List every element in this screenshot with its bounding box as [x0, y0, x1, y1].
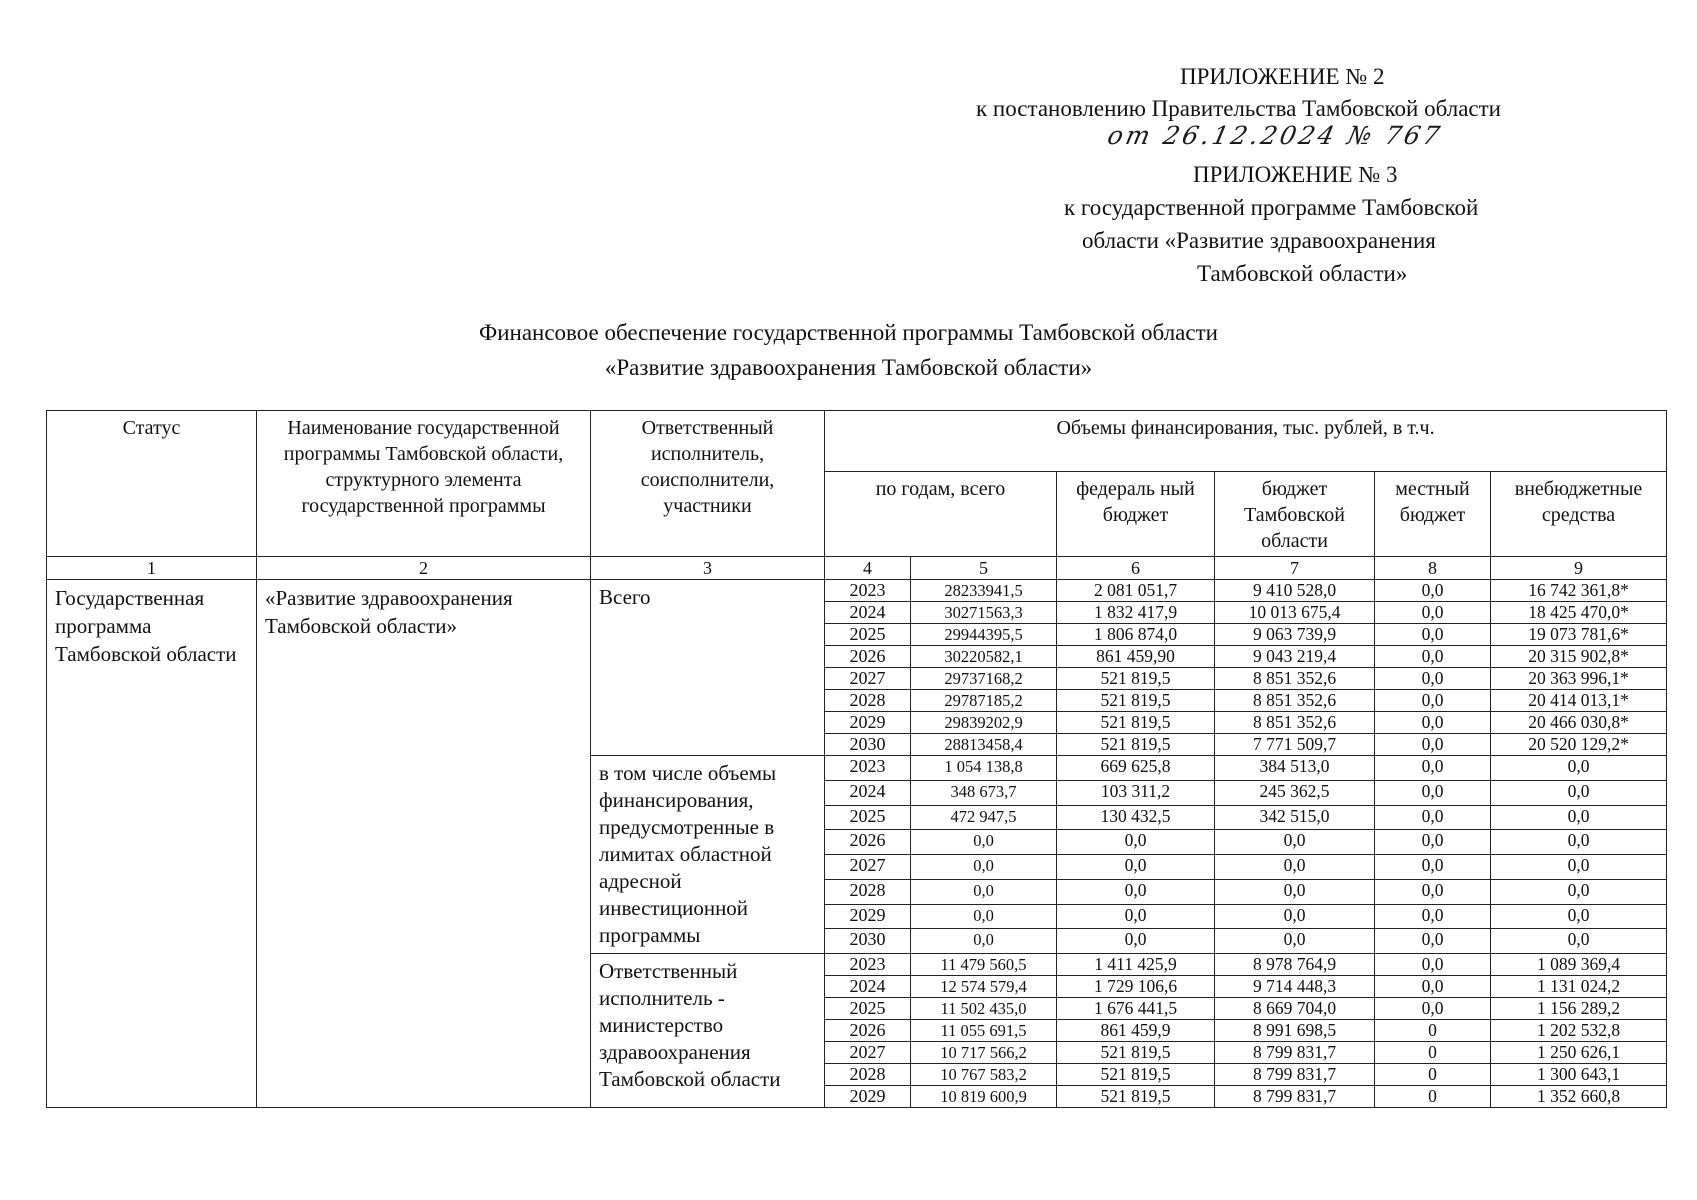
year-cell: 2023	[825, 756, 911, 781]
total-cell: 10 767 583,2	[911, 1064, 1057, 1086]
extra-budget-cell: 0,0	[1491, 830, 1667, 855]
column-numbers-row	[47, 557, 1667, 580]
federal-cell: 521 819,5	[1057, 1064, 1215, 1086]
extra-budget-cell: 20 315 902,8*	[1491, 646, 1667, 668]
extra-budget-cell: 1 300 643,1	[1491, 1064, 1667, 1086]
local-cell: 0,0	[1375, 855, 1491, 880]
regional-cell: 8 991 698,5	[1215, 1020, 1375, 1042]
federal-cell: 103 311,2	[1057, 780, 1215, 805]
document-title-line-1: Финансовое обеспечение государственной программы Тамбовской области	[479, 320, 1218, 345]
local-cell: 0,0	[1375, 712, 1491, 734]
local-cell: 0	[1375, 1020, 1491, 1042]
federal-cell: 521 819,5	[1057, 690, 1215, 712]
column-number: 3	[591, 557, 825, 580]
regional-cell: 9 410 528,0	[1215, 580, 1375, 602]
local-cell: 0,0	[1375, 879, 1491, 904]
extra-budget-cell: 1 131 024,2	[1491, 976, 1667, 998]
executor-group-label: Всего	[591, 580, 825, 756]
column-number: 1	[47, 557, 257, 580]
extra-budget-cell: 0,0	[1491, 879, 1667, 904]
year-cell: 2024	[825, 976, 911, 998]
regional-cell: 8 851 352,6	[1215, 690, 1375, 712]
extra-budget-cell: 18 425 470,0*	[1491, 602, 1667, 624]
year-cell: 2028	[825, 879, 911, 904]
regional-cell: 7 771 509,7	[1215, 734, 1375, 756]
header-executor: Ответственный исполнитель, соисполнители, участники	[591, 411, 825, 557]
total-cell: 30220582,1	[911, 646, 1057, 668]
extra-budget-cell: 1 202 532,8	[1491, 1020, 1667, 1042]
column-number: 4	[825, 557, 911, 580]
year-cell: 2028	[825, 1064, 911, 1086]
total-cell: 348 673,7	[911, 780, 1057, 805]
regional-cell: 342 515,0	[1215, 805, 1375, 830]
total-cell: 28233941,5	[911, 580, 1057, 602]
status-cell: Государственная программа Тамбовской области	[47, 580, 257, 1108]
column-number: 5	[911, 557, 1057, 580]
extra-budget-cell: 20 414 013,1*	[1491, 690, 1667, 712]
appendix-2-title: ПРИЛОЖЕНИЕ № 2	[1180, 64, 1385, 89]
appendix-2-reference: к постановлению Правительства Тамбовской области	[976, 96, 1501, 121]
total-cell: 29944395,5	[911, 624, 1057, 646]
federal-cell: 2 081 051,7	[1057, 580, 1215, 602]
extra-budget-cell: 19 073 781,6*	[1491, 624, 1667, 646]
federal-cell: 0,0	[1057, 929, 1215, 954]
extra-budget-cell: 0,0	[1491, 929, 1667, 954]
total-cell: 0,0	[911, 904, 1057, 929]
total-cell: 0,0	[911, 879, 1057, 904]
local-cell: 0,0	[1375, 734, 1491, 756]
extra-budget-cell: 16 742 361,8*	[1491, 580, 1667, 602]
local-cell: 0,0	[1375, 954, 1491, 976]
total-cell: 10 717 566,2	[911, 1042, 1057, 1064]
regional-cell: 8 799 831,7	[1215, 1042, 1375, 1064]
year-cell: 2026	[825, 646, 911, 668]
financing-table	[46, 410, 1667, 1108]
year-cell: 2025	[825, 998, 911, 1020]
local-cell: 0	[1375, 1064, 1491, 1086]
regional-cell: 8 851 352,6	[1215, 668, 1375, 690]
regional-cell: 0,0	[1215, 904, 1375, 929]
header-status: Статус	[47, 411, 257, 557]
appendix-3-line-2: к государственной программе Тамбовской	[1064, 195, 1479, 220]
year-cell: 2024	[825, 780, 911, 805]
appendix-3-line-4: Тамбовской области»	[1197, 261, 1408, 286]
local-cell: 0,0	[1375, 780, 1491, 805]
header-federal-budget: федераль ный бюджет	[1057, 472, 1215, 557]
total-cell: 11 055 691,5	[911, 1020, 1057, 1042]
local-cell: 0,0	[1375, 624, 1491, 646]
total-cell: 29737168,2	[911, 668, 1057, 690]
federal-cell: 669 625,8	[1057, 756, 1215, 781]
regional-cell: 10 013 675,4	[1215, 602, 1375, 624]
document-title-line-2: «Развитие здравоохранения Тамбовской области»	[604, 355, 1093, 380]
federal-cell: 1 729 106,6	[1057, 976, 1215, 998]
federal-cell: 1 806 874,0	[1057, 624, 1215, 646]
extra-budget-cell: 0,0	[1491, 805, 1667, 830]
local-cell: 0,0	[1375, 976, 1491, 998]
total-cell: 0,0	[911, 830, 1057, 855]
extra-budget-cell: 20 466 030,8*	[1491, 712, 1667, 734]
year-cell: 2023	[825, 580, 911, 602]
financing-table-body	[47, 580, 1667, 1108]
local-cell: 0,0	[1375, 602, 1491, 624]
total-cell: 28813458,4	[911, 734, 1057, 756]
federal-cell: 521 819,5	[1057, 1086, 1215, 1108]
federal-cell: 0,0	[1057, 879, 1215, 904]
year-cell: 2028	[825, 690, 911, 712]
header-local-budget: местный бюджет	[1375, 472, 1491, 557]
regional-cell: 9 043 219,4	[1215, 646, 1375, 668]
year-cell: 2025	[825, 805, 911, 830]
extra-budget-cell: 0,0	[1491, 855, 1667, 880]
year-cell: 2023	[825, 954, 911, 976]
extra-budget-cell: 1 156 289,2	[1491, 998, 1667, 1020]
regional-cell: 8 978 764,9	[1215, 954, 1375, 976]
regional-cell: 384 513,0	[1215, 756, 1375, 781]
total-cell: 10 819 600,9	[911, 1086, 1057, 1108]
year-cell: 2024	[825, 602, 911, 624]
executor-group-label: в том числе объемы финансирования, предусмотренные в лимитах областной адресной инвестиционной программы	[591, 756, 825, 954]
regional-cell: 8 669 704,0	[1215, 998, 1375, 1020]
federal-cell: 521 819,5	[1057, 668, 1215, 690]
federal-cell: 861 459,90	[1057, 646, 1215, 668]
header-financing-volumes: Объемы финансирования, тыс. рублей, в т.ч.	[825, 411, 1667, 472]
federal-cell: 0,0	[1057, 904, 1215, 929]
regional-cell: 8 799 831,7	[1215, 1064, 1375, 1086]
total-cell: 472 947,5	[911, 805, 1057, 830]
local-cell: 0,0	[1375, 998, 1491, 1020]
year-cell: 2027	[825, 668, 911, 690]
local-cell: 0	[1375, 1042, 1491, 1064]
regional-cell: 0,0	[1215, 830, 1375, 855]
total-cell: 12 574 579,4	[911, 976, 1057, 998]
local-cell: 0	[1375, 1086, 1491, 1108]
regional-cell: 9 063 739,9	[1215, 624, 1375, 646]
column-number: 6	[1057, 557, 1215, 580]
federal-cell: 521 819,5	[1057, 712, 1215, 734]
regional-cell: 0,0	[1215, 855, 1375, 880]
year-cell: 2027	[825, 855, 911, 880]
total-cell: 1 054 138,8	[911, 756, 1057, 781]
appendix-3-line-3: области «Развитие здравоохранения	[1082, 228, 1436, 253]
header-by-years: по годам, всего	[825, 472, 1057, 557]
header-name: Наименование государственной программы Тамбовской области, структурного элемента государственной программы	[257, 411, 591, 557]
executor-group-label: Ответственный исполнитель - министерство здравоохранения Тамбовской области	[591, 954, 825, 1108]
year-cell: 2026	[825, 830, 911, 855]
extra-budget-cell: 20 363 996,1*	[1491, 668, 1667, 690]
regional-cell: 8 799 831,7	[1215, 1086, 1375, 1108]
extra-budget-cell: 0,0	[1491, 756, 1667, 781]
column-number: 2	[257, 557, 591, 580]
header-extra-budget: внебюджетные средства	[1491, 472, 1667, 557]
local-cell: 0,0	[1375, 904, 1491, 929]
appendix-3-title: ПРИЛОЖЕНИЕ № 3	[1193, 162, 1398, 187]
regional-cell: 245 362,5	[1215, 780, 1375, 805]
federal-cell: 0,0	[1057, 855, 1215, 880]
total-cell: 0,0	[911, 929, 1057, 954]
federal-cell: 521 819,5	[1057, 734, 1215, 756]
local-cell: 0,0	[1375, 830, 1491, 855]
year-cell: 2026	[825, 1020, 911, 1042]
column-number: 9	[1491, 557, 1667, 580]
local-cell: 0,0	[1375, 668, 1491, 690]
column-number: 7	[1215, 557, 1375, 580]
year-cell: 2027	[825, 1042, 911, 1064]
federal-cell: 130 432,5	[1057, 805, 1215, 830]
handwritten-document-reference: от 26.12.2024 № 767	[1104, 121, 1446, 150]
extra-budget-cell: 1 089 369,4	[1491, 954, 1667, 976]
regional-cell: 8 851 352,6	[1215, 712, 1375, 734]
total-cell: 29787185,2	[911, 690, 1057, 712]
regional-cell: 9 714 448,3	[1215, 976, 1375, 998]
program-name-cell: «Развитие здравоохранения Тамбовской области»	[257, 580, 591, 1108]
header-regional-budget: бюджет Тамбовской области	[1215, 472, 1375, 557]
year-cell: 2029	[825, 712, 911, 734]
federal-cell: 1 411 425,9	[1057, 954, 1215, 976]
regional-cell: 0,0	[1215, 929, 1375, 954]
extra-budget-cell: 0,0	[1491, 904, 1667, 929]
federal-cell: 861 459,9	[1057, 1020, 1215, 1042]
table-row	[47, 580, 1667, 602]
local-cell: 0,0	[1375, 690, 1491, 712]
local-cell: 0,0	[1375, 580, 1491, 602]
extra-budget-cell: 1 352 660,8	[1491, 1086, 1667, 1108]
local-cell: 0,0	[1375, 929, 1491, 954]
extra-budget-cell: 0,0	[1491, 780, 1667, 805]
total-cell: 11 479 560,5	[911, 954, 1057, 976]
federal-cell: 1 832 417,9	[1057, 602, 1215, 624]
year-cell: 2029	[825, 1086, 911, 1108]
total-cell: 29839202,9	[911, 712, 1057, 734]
total-cell: 11 502 435,0	[911, 998, 1057, 1020]
local-cell: 0,0	[1375, 756, 1491, 781]
federal-cell: 1 676 441,5	[1057, 998, 1215, 1020]
federal-cell: 521 819,5	[1057, 1042, 1215, 1064]
total-cell: 0,0	[911, 855, 1057, 880]
extra-budget-cell: 20 520 129,2*	[1491, 734, 1667, 756]
local-cell: 0,0	[1375, 646, 1491, 668]
federal-cell: 0,0	[1057, 830, 1215, 855]
year-cell: 2029	[825, 904, 911, 929]
total-cell: 30271563,3	[911, 602, 1057, 624]
year-cell: 2025	[825, 624, 911, 646]
extra-budget-cell: 1 250 626,1	[1491, 1042, 1667, 1064]
column-number: 8	[1375, 557, 1491, 580]
regional-cell: 0,0	[1215, 879, 1375, 904]
local-cell: 0,0	[1375, 805, 1491, 830]
year-cell: 2030	[825, 734, 911, 756]
year-cell: 2030	[825, 929, 911, 954]
